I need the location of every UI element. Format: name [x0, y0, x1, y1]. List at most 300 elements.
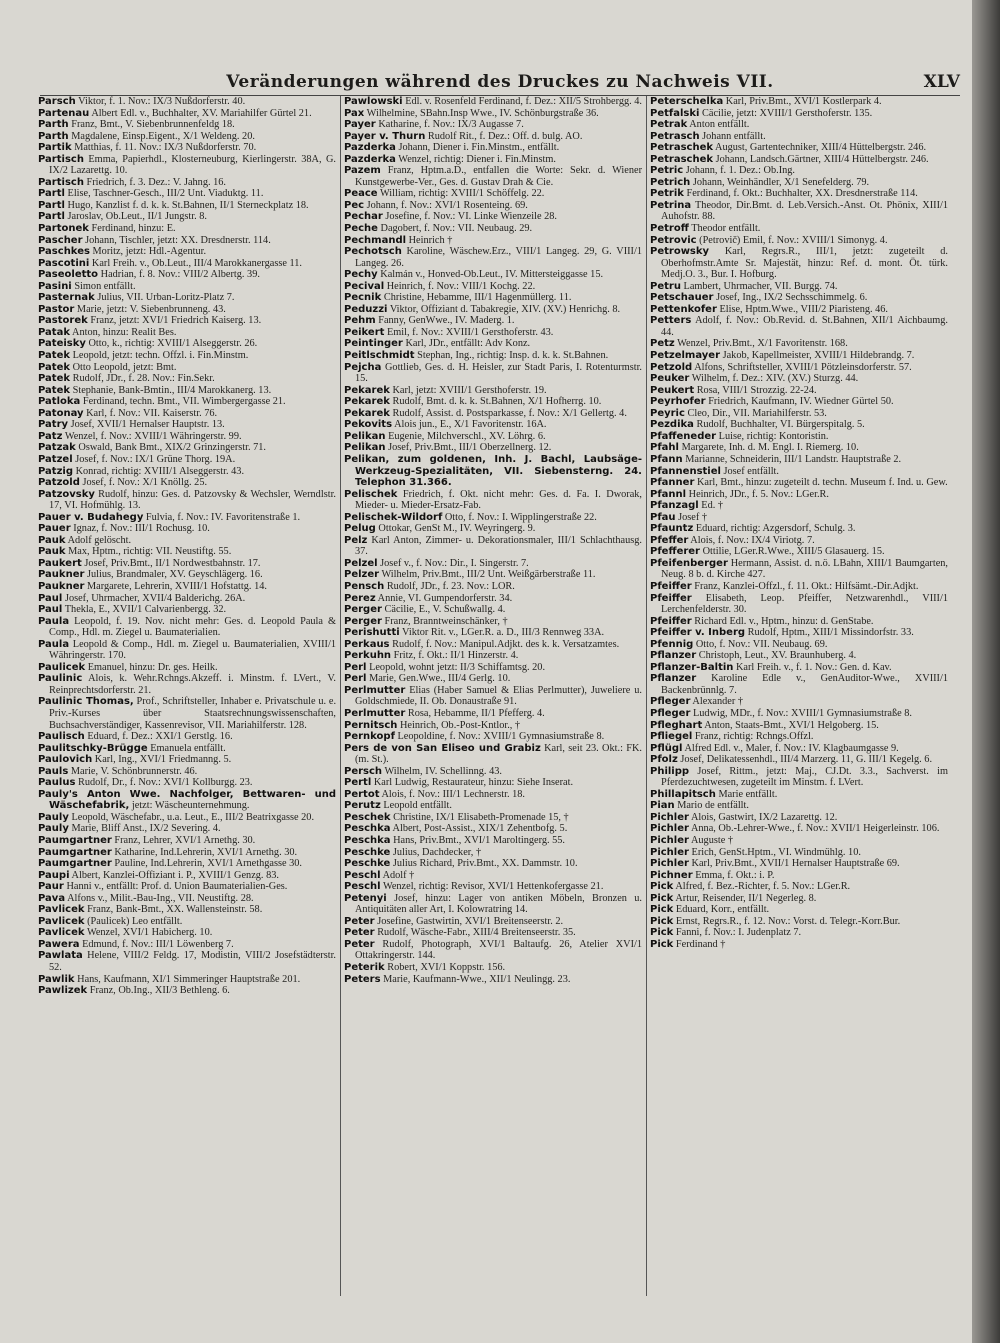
entry-text: Heinrich, Ob.-Post-Kntlor., † — [399, 719, 521, 731]
entry-name: Perkaus — [344, 638, 390, 650]
entry-name: Paseoletto — [38, 269, 99, 281]
directory-entry — [38, 974, 336, 986]
directory-entry — [650, 373, 948, 385]
directory-entry — [344, 292, 642, 304]
directory-entry — [38, 489, 336, 512]
directory-entry — [650, 673, 948, 696]
directory-entry — [650, 385, 948, 397]
entry-name: Pazderka — [344, 142, 396, 154]
entry-name: Pettenkofer — [650, 303, 717, 315]
entry-name: Pehm — [344, 315, 376, 327]
entry-text: Ottokar, GenSt M., IV. Weyringerg. 9. — [378, 523, 536, 535]
entry-text: Leopold, f. 19. Nov. nicht mehr: Ges. d. Leopold Paula & Comp., Hdl. m. Ziegel u. Baumaterialien. — [49, 615, 336, 639]
entry-name: Pfanner — [650, 477, 695, 489]
entry-name: Peschek — [344, 811, 391, 823]
entry-name: Pfeifenberger — [650, 557, 728, 569]
entry-text: Emil, f. Nov.: XVIII/1 Gersthoferstr. 43. — [387, 326, 554, 338]
directory-entry — [650, 96, 948, 108]
entry-text: Christine, Hebamme, III/1 Hagenmüllerg. 11. — [383, 292, 572, 304]
entry-text: Jakob, Kapellmeister, XVIII/1 Hildebrandg. 7. — [722, 350, 915, 362]
directory-entry — [344, 223, 642, 235]
entry-text: Elisabeth, Leop. Pfeiffer, Netzwarenhdl., VIII/1 Lerchenfelderstr. 30. — [661, 592, 948, 616]
directory-entry — [650, 927, 948, 939]
entry-name: Pauer — [38, 523, 71, 535]
entry-text: Franz, Ob.Ing., XII/3 Bethleng. 6. — [89, 985, 230, 997]
directory-entry — [344, 720, 642, 732]
entry-text: Viktor, f. 1. Nov.: IX/3 Nußdorferstr. 40. — [78, 96, 246, 107]
entry-text: Stephan, Ing., richtig: Insp. d. k. k. St.Bahnen. — [417, 350, 609, 362]
entry-text: Leopold, jetzt: techn. Offzl. i. Fin.Minstm. — [72, 350, 249, 362]
entry-text: Ludwig, MDr., f. Nov.: XVIII/1 Gymnasiumstraße 8. — [692, 707, 912, 719]
directory-entry — [38, 373, 336, 385]
entry-name: Peters — [344, 973, 381, 985]
entry-text: Marie, V. Schönbrunnerstr. 46. — [70, 765, 198, 777]
entry-name: Patonay — [38, 407, 84, 419]
entry-text: Mario de entfällt. — [677, 800, 749, 812]
directory-entry — [38, 604, 336, 616]
entry-name: Pertl — [344, 777, 372, 789]
entry-text: Stephanie, Bank-Bmtin., III/4 Marokkanerg. 13. — [72, 384, 272, 396]
directory-entry — [38, 812, 336, 824]
directory-entry — [344, 974, 642, 986]
entry-name: Petrak — [650, 119, 688, 131]
directory-entry — [38, 211, 336, 223]
entry-text: Josefine, Gastwirtin, XVI/1 Breitenseerstr. 2. — [377, 915, 564, 927]
entry-name: Paupi — [38, 869, 70, 881]
entry-name: Pelz — [344, 534, 368, 546]
entry-name: Pekarek — [344, 396, 390, 408]
directory-entry — [38, 304, 336, 316]
entry-name: Pflanzer — [650, 673, 697, 685]
entry-name: Persch — [344, 765, 383, 777]
directory-entry — [38, 327, 336, 339]
directory-entry — [344, 119, 642, 131]
directory-entry — [650, 593, 948, 616]
entry-name: Pechmandl — [344, 234, 407, 246]
entry-name: Pfeiffer — [650, 580, 692, 592]
entry-name: Pick — [650, 938, 674, 950]
entry-name: Pelikan — [344, 430, 386, 442]
entry-text: Franz, richtig: Rchngs.Offzl. — [694, 731, 814, 743]
entry-text: Artur, Reisender, II/1 Negerleg. 8. — [675, 892, 817, 904]
entry-name: Peace — [344, 188, 378, 200]
directory-entry — [38, 835, 336, 847]
entry-name: Petfalski — [650, 107, 700, 119]
directory-entry — [344, 616, 642, 628]
entry-name: Perkuhn — [344, 650, 392, 662]
entry-name: Pawlik — [38, 973, 75, 985]
entry-name: Perishutti — [344, 627, 400, 639]
directory-entry — [650, 350, 948, 362]
entry-name: Pfeffer — [650, 534, 689, 546]
entry-text: Katharine, Ind.Lehrerin, XVI/1 Arnethg. 30. — [114, 846, 298, 858]
entry-text: Julius, Brandmaler, XV. Geyschlägerg. 16. — [87, 569, 263, 581]
entry-text: Rosa, Hebamme, II/1 Pfefferg. 4. — [407, 707, 545, 719]
directory-entry — [344, 639, 642, 651]
directory-entry — [344, 916, 642, 928]
directory-entry — [38, 847, 336, 859]
directory-entry — [38, 362, 336, 374]
entry-text: Konrad, richtig: XVIII/1 Alseggerstr. 43. — [75, 465, 245, 477]
entry-name: Petraschek — [650, 142, 714, 154]
directory-entry — [38, 292, 336, 304]
directory-entry — [650, 558, 948, 581]
directory-entry — [344, 870, 642, 882]
directory-entry — [38, 431, 336, 443]
directory-entry — [650, 200, 948, 223]
entry-name: Pfeiffer — [650, 615, 692, 627]
directory-entry — [650, 627, 948, 639]
directory-entry — [344, 673, 642, 685]
directory-entry — [344, 731, 642, 743]
entry-text: Josef, XVII/1 Hernalser Hauptstr. 13. — [70, 419, 225, 431]
entry-name: Pechotsch — [344, 246, 402, 258]
directory-entry — [38, 535, 336, 547]
entry-text: Anton, Staats-Bmt., XVI/1 Helgoberg. 15. — [704, 719, 879, 731]
directory-entry — [650, 731, 948, 743]
entry-name: Pfleghart — [650, 719, 703, 731]
directory-entry — [344, 812, 642, 824]
directory-entry — [344, 96, 642, 108]
entry-text: Franz, Bank-Bmt., XX. Wallensteinstr. 58. — [87, 904, 263, 916]
entry-text: Ferdinand, hinzu: E. — [91, 223, 176, 235]
entry-name: Pfeiffer v. Inberg — [650, 627, 746, 639]
entry-name: Pertot — [344, 788, 380, 800]
entry-text: Alois, Gastwirt, IX/2 Lazarettg. 12. — [690, 811, 838, 823]
entry-text: Thekla, E., XVII/1 Calvarienbergg. 32. — [64, 604, 227, 616]
directory-entry — [344, 627, 642, 639]
entry-name: Paul — [38, 604, 63, 616]
directory-entry — [344, 200, 642, 212]
directory-entry — [650, 512, 948, 524]
directory-entry — [650, 754, 948, 766]
directory-entry — [344, 766, 642, 778]
entry-text: Marie, jetzt: V. Siebenbrunneng. 43. — [76, 303, 226, 315]
directory-entry — [344, 338, 642, 350]
entry-name: Pauly — [38, 823, 69, 835]
entry-name: Peterik — [344, 962, 385, 974]
entry-text: Josef, hinzu: Lager von antiken Möbeln, Bronzen u. Antiquitäten aller Art, I. Kolowratring 14. — [355, 892, 642, 916]
entry-text: Hadrian, f. 8. Nov.: VIII/2 Albertg. 39. — [100, 269, 260, 281]
directory-entry — [344, 743, 642, 766]
entry-name: Pauly — [38, 811, 69, 823]
entry-name: Peduzzi — [344, 303, 388, 315]
entry-text: Otto, k., richtig: XVIII/1 Alseggerstr. 26. — [88, 338, 258, 350]
directory-entry — [650, 916, 948, 928]
directory-entry — [38, 119, 336, 131]
entry-name: Paulus — [38, 777, 76, 789]
directory-entry — [344, 893, 642, 916]
entry-name: Pechy — [344, 269, 378, 281]
entry-name: Pick — [650, 881, 674, 893]
directory-entry — [344, 489, 642, 512]
entry-text: Viktor Rit. v., LGer.R. a. D., III/3 Rennweg 33A. — [402, 627, 605, 639]
entry-text: Leopoldine, f. Nov.: XVIII/1 Gymnasiumstraße 8. — [397, 731, 605, 743]
entry-text: Eduard, richtig: Azgersdorf, Schulg. 3. — [695, 523, 856, 535]
entry-text: Wenzel, XVI/1 Habicherg. 10. — [86, 927, 213, 939]
entry-name: Paschkes — [38, 246, 90, 258]
directory-entry — [38, 235, 336, 247]
directory-entry — [344, 581, 642, 593]
directory-entry — [344, 962, 642, 974]
directory-entry — [344, 454, 642, 489]
entry-text: Emanuela entfällt. — [150, 742, 226, 754]
entry-name: Pavlicek — [38, 927, 85, 939]
entry-text: Jaroslav, Ob.Leut., II/1 Jungstr. 8. — [67, 211, 207, 223]
entry-text: Julius, Dachdecker, † — [392, 846, 482, 858]
entry-name: Pfliegel — [650, 731, 693, 743]
directory-entry — [650, 419, 948, 431]
entry-name: Pfauntz — [650, 523, 694, 535]
directory-entry — [344, 823, 642, 835]
directory-entry — [344, 523, 642, 535]
entry-name: Paumgartner — [38, 846, 112, 858]
entry-text: Rudolf, Wäsche-Fabr., XIII/4 Breitenseerstr. 35. — [377, 927, 576, 939]
entry-text: Cleo, Dir., VII. Mariahilferstr. 53. — [687, 407, 827, 419]
entry-text: Fulvia, f. Nov.: IV. Favoritenstraße 1. — [145, 511, 301, 523]
entry-name: Pfannl — [650, 488, 687, 500]
entry-text: Josef, Uhrmacher, XVII/4 Balderichg. 26A. — [64, 592, 246, 604]
directory-entry — [650, 743, 948, 755]
entry-name: Partl — [38, 211, 65, 223]
entry-name: Pastor — [38, 303, 75, 315]
directory-entry — [344, 881, 642, 893]
entry-text: Karl, jetzt: XVIII/1 Gersthoferstr. 19. — [392, 384, 547, 396]
directory-entry — [650, 708, 948, 720]
directory-entry — [344, 327, 642, 339]
entry-text: Rudolf Rit., f. Dez.: Off. d. bulg. AO. — [427, 130, 583, 142]
entry-text: Ed. † — [701, 500, 724, 512]
entry-text: Lambert, Uhrmacher, VII. Burgg. 74. — [683, 280, 838, 292]
entry-name: Patek — [38, 384, 71, 396]
entry-text: Christine, IX/1 Elisabeth-Promenade 15, † — [393, 811, 569, 823]
entry-text: Johann, f. Nov.: XVI/1 Rosenteing. 69. — [366, 199, 528, 211]
entry-text: Rudolf, Photograph, XVI/1 Baltaufg. 26, Atelier XVI/1 Ottakringerstr. 144. — [355, 938, 642, 962]
entry-text: Wilhelmine, SBahn.Insp Wwe., IV. Schönburgstraße 36. — [366, 107, 599, 119]
directory-entry — [38, 131, 336, 143]
directory-entry — [38, 246, 336, 258]
entry-text: Karl Freih. v., Ob.Leut., III/4 Marokkanergasse 11. — [91, 257, 302, 269]
directory-entry — [38, 142, 336, 154]
entry-name: Pawlata — [38, 950, 83, 962]
entry-text: Richard Edl. v., Hptm., hinzu: d. GenStabe. — [694, 615, 874, 627]
entry-name: Pauk — [38, 546, 66, 558]
entry-text: Albert, Post-Assist., XIX/1 Zehentbofg. 5. — [392, 823, 568, 835]
entry-name: Perger — [344, 615, 382, 627]
entry-text: Katharine, f. Nov.: IX/3 Augasse 7. — [378, 119, 524, 131]
entry-name: Philipp — [650, 765, 690, 777]
entry-name: Pick — [650, 904, 674, 916]
entry-text: Marianne, Schneiderin, III/1 Landstr. Hauptstraße 2. — [685, 453, 902, 465]
entry-text: Eduard, Korr., entfällt. — [675, 904, 770, 916]
directory-entry — [38, 338, 336, 350]
column-1 — [38, 96, 336, 1296]
directory-entry — [650, 165, 948, 177]
entry-name: Parsch — [38, 96, 76, 107]
page-title: Veränderungen während des Druckes zu Nachweis VII. — [226, 72, 774, 92]
directory-entry — [344, 939, 642, 962]
entry-text: Rudolf, JDr., f. 28. Nov.: Fin.Sekr. — [72, 373, 215, 385]
entry-text: Hans, Kaufmann, XI/1 Simmeringer Hauptstraße 201. — [77, 973, 301, 985]
entry-name: Pauly's Anton Wwe. Nachfolger, Bettwaren- und Wäschefabrik, — [38, 788, 336, 812]
entry-name: Pensch — [344, 580, 385, 592]
entry-text: Josef, Delikatessenhdl., III/4 Marzerg. 11, G. III/1 Kegelg. 6. — [680, 754, 933, 766]
entry-name: Pelzel — [344, 557, 378, 569]
directory-entry — [38, 662, 336, 674]
entry-text: Otto Leopold, jetzt: Bmt. — [72, 361, 177, 373]
directory-entry — [344, 350, 642, 362]
directory-entry — [650, 639, 948, 651]
entry-name: Pascher — [38, 234, 83, 246]
entry-name: Petrich — [650, 176, 691, 188]
directory-entry — [344, 535, 642, 558]
directory-entry — [650, 281, 948, 293]
directory-entry — [38, 466, 336, 478]
entry-name: Patry — [38, 419, 69, 431]
entry-name: Pick — [650, 915, 674, 927]
directory-entry — [650, 431, 948, 443]
entry-name: Petters — [650, 315, 692, 327]
entry-name: Perl — [344, 661, 367, 673]
entry-name: Paur — [38, 881, 64, 893]
entry-text: Robert, XVI/1 Koppstr. 156. — [387, 962, 506, 974]
entry-name: Peyric — [650, 407, 685, 419]
entry-text: Karl Ludwig, Restaurateur, hinzu: Siehe Inserat. — [373, 777, 574, 789]
entry-text: Ernst, Regrs.R., f. 12. Nov.: Vorst. d. Telegr.-Korr.Bur. — [675, 915, 901, 927]
entry-text: Franz, Kanzlei-Offzl., f. 11. Okt.: Hilfsämt.-Dir.Adjkt. — [694, 580, 919, 592]
entry-name: Patzel — [38, 453, 73, 465]
entry-text: jetzt: Wäscheunternehmung. — [131, 800, 250, 812]
entry-name: Patzig — [38, 465, 73, 477]
entry-text: Leopold & Comp., Hdl. m. Ziegel u. Baumaterialien, XVIII/1 Währingerstr. 170. — [49, 638, 336, 662]
directory-entry — [38, 916, 336, 928]
directory-entry — [650, 650, 948, 662]
directory-entry — [344, 269, 642, 281]
directory-entry — [650, 154, 948, 166]
entry-name: Pfann — [650, 453, 683, 465]
entry-text: Max, Hptm., richtig: VII. Neustiftg. 55. — [68, 546, 232, 558]
directory-entry — [38, 754, 336, 766]
entry-name: Petric — [650, 165, 684, 177]
entry-name: Pichler — [650, 858, 689, 870]
entry-name: Pfennig — [650, 638, 694, 650]
entry-name: Partenau — [38, 107, 90, 119]
entry-text: Karl Anton, Zimmer- u. Dekorationsmaler, III/1 Schlachthausg. 37. — [355, 534, 642, 558]
entry-name: Paumgartner — [38, 835, 112, 846]
directory-entry — [344, 650, 642, 662]
entry-text: Josefine, f. Nov.: VI. Linke Wienzeile 28. — [385, 211, 557, 223]
entry-text: Elise, Hptm.Wwe., VIII/2 Piaristeng. 46. — [719, 303, 889, 315]
directory-entry — [38, 616, 336, 639]
entry-name: Pfanzagl — [650, 500, 699, 512]
directory-entry — [650, 188, 948, 200]
directory-entry — [344, 835, 642, 847]
entry-name: Petzold — [650, 361, 693, 373]
entry-name: Peukert — [650, 384, 695, 396]
directory-entry — [38, 673, 336, 696]
entry-text: Christoph, Leut., XV. Braunhuberg. 4. — [698, 650, 857, 662]
directory-entry — [344, 235, 642, 247]
entry-name: Peterschelka — [650, 96, 724, 107]
entry-name: Petrovic — [650, 234, 697, 246]
entry-name: Pawlizek — [38, 985, 88, 997]
entry-name: Paulitschky-Brügge — [38, 742, 148, 754]
directory-entry — [38, 258, 336, 270]
directory-entry — [344, 304, 642, 316]
entry-text: Rudolf, hinzu: Ges. d. Patzovsky & Wechsler, Werndlstr. 17, VI. Hofmühlg. 13. — [49, 488, 336, 512]
entry-name: Perlmutter — [344, 707, 406, 719]
entry-name: Peuker — [650, 373, 690, 385]
entry-text: Josef, f. Nov.: IX/1 Grüne Thorg. 19A. — [75, 453, 236, 465]
entry-name: Peitlschmidt — [344, 350, 415, 362]
entry-name: Pflügl — [650, 742, 683, 754]
entry-text: Margarete, Inh. d. M. Engl. I. Riemerg. 10. — [681, 442, 859, 454]
directory-entry — [650, 489, 948, 501]
entry-name: Pecival — [344, 280, 385, 292]
entry-text: Julius Richard, Priv.Bmt., XX. Dammstr. 10. — [392, 858, 578, 870]
entry-text: Kalmán v., Honved-Ob.Leut., IV. Mittersteiggasse 15. — [380, 269, 604, 281]
entry-name: Pauk — [38, 534, 66, 546]
entry-text: Auguste † — [690, 835, 734, 846]
entry-name: Petrina — [650, 199, 692, 211]
entry-name: Pawera — [38, 938, 80, 950]
entry-text: Alfons, Schriftsteller, XVIII/1 Pötzleinsdorferstr. 57. — [694, 361, 912, 373]
directory-entry — [38, 477, 336, 489]
directory-entry — [38, 950, 336, 973]
entry-text: Friedrich, Kaufmann, IV. Wiedner Gürtel 50. — [708, 396, 894, 408]
directory-entry — [38, 569, 336, 581]
directory-entry — [344, 442, 642, 454]
directory-entry — [650, 292, 948, 304]
entry-text: Adolf gelöscht. — [67, 534, 132, 546]
entry-name: Peter — [344, 915, 375, 927]
directory-entry — [344, 419, 642, 431]
entry-name: Paul — [38, 592, 63, 604]
directory-entry — [38, 408, 336, 420]
entry-name: Patloka — [38, 396, 81, 408]
entry-name: Paulisch — [38, 731, 85, 743]
entry-name: Pflanzer-Baltin — [650, 661, 734, 673]
entry-text: Ferdinand, f. Okt.: Buchhalter, XX. Dresdnerstraße 114. — [686, 188, 918, 200]
directory-entry — [650, 246, 948, 281]
directory-entry — [344, 431, 642, 443]
directory-entry — [650, 362, 948, 374]
entry-text: Dagobert, f. Nov.: VII. Neubaug. 29. — [380, 223, 533, 235]
directory-entry — [650, 177, 948, 189]
entry-text: Marie, Bliff Anst., IX/2 Severing. 4. — [71, 823, 221, 835]
entry-name: Phillapitsch — [650, 788, 716, 800]
entry-text: Anton, hinzu: Realit Bes. — [72, 326, 177, 338]
directory-entry — [38, 927, 336, 939]
directory-entry — [344, 108, 642, 120]
entry-name: Pichler — [650, 823, 689, 835]
directory-entry — [650, 454, 948, 466]
directory-entry — [38, 281, 336, 293]
entry-name: Paumgartner — [38, 858, 112, 870]
entry-text: Alois, k. Wehr.Rchngs.Akzeff. i. Minstm. f. LVert., V. Reinprechtsdorferstr. 21. — [49, 673, 336, 696]
entry-name: Pechar — [344, 211, 383, 223]
directory-entry — [38, 558, 336, 570]
entry-text: Viktor, Offiziant d. Tabakregie, XIV. (XV.) Henrichg. 8. — [389, 303, 621, 315]
directory-entry — [38, 188, 336, 200]
directory-entry — [38, 593, 336, 605]
directory-entry — [38, 731, 336, 743]
entry-name: Peikert — [344, 326, 385, 338]
entry-text: Alfred Edl. v., Maler, f. Nov.: IV. Klagbaumgasse 9. — [684, 742, 899, 754]
entry-text: Franz, jetzt: XVI/1 Friedrich Kaiserg. 13. — [90, 315, 262, 327]
entry-text: Leopold, Wäschefabr., u.a. Leut., E., III/2 Beatrixgasse 20. — [71, 811, 315, 823]
entry-text: Anton entfällt. — [689, 119, 750, 131]
